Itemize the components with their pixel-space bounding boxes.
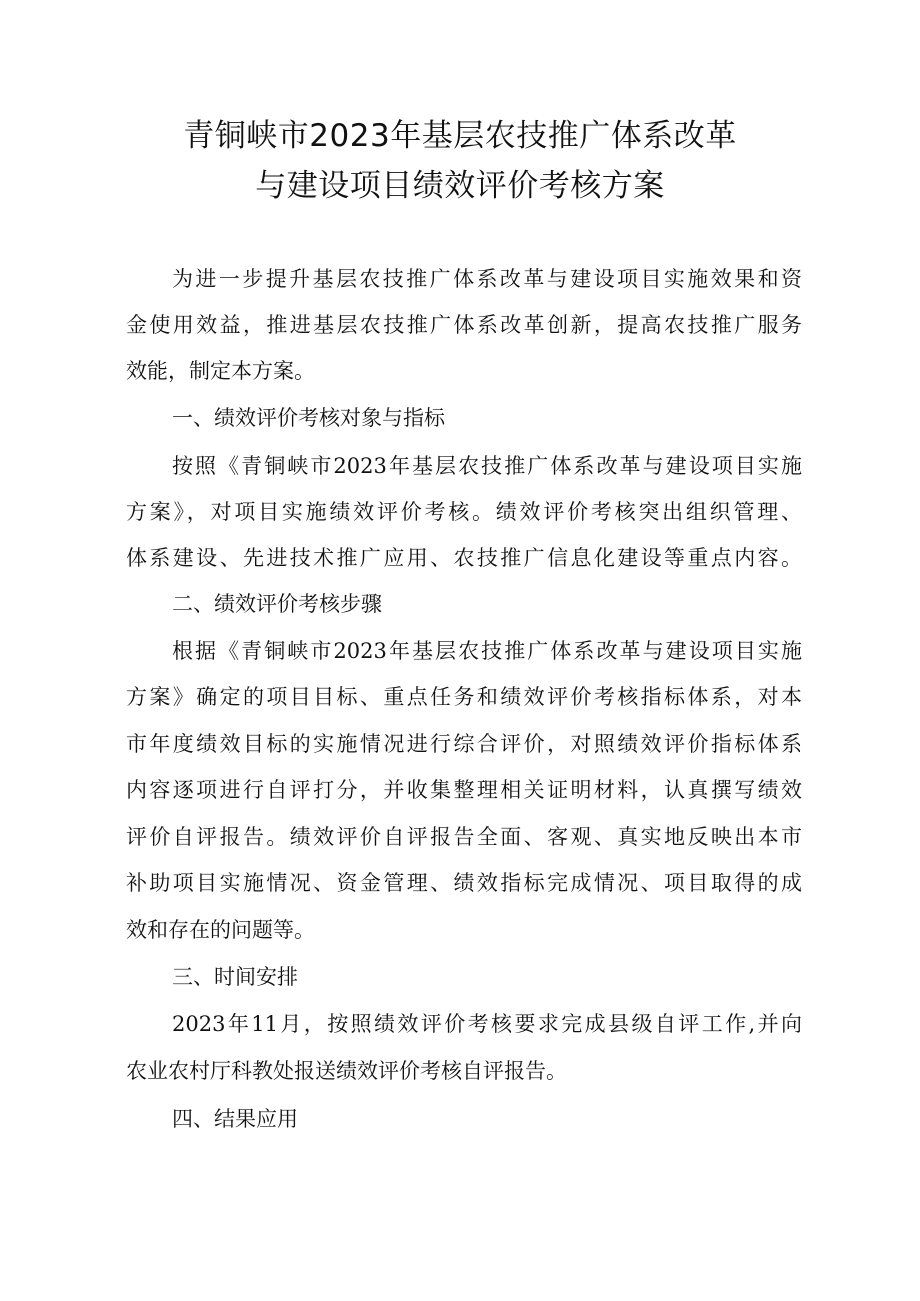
section-paragraph-line: 方案》，对项目实施绩效评价考核。绩效评价考核突出组织管理、: [126, 500, 802, 524]
intro-paragraph-line: 效能，制定本方案。: [126, 359, 315, 383]
document-title-line-2: 与建设项目绩效评价考核方案: [255, 168, 665, 204]
section-heading: 四、结果应用: [172, 1107, 298, 1131]
section-paragraph-line: 根据《青铜峡市2023年基层农技推广体系改革与建设项目实施: [172, 639, 802, 663]
section-paragraph-line: 方案》确定的项目目标、重点任务和绩效评价考核指标体系，对本: [126, 685, 802, 709]
section-heading: 一、绩效评价考核对象与指标: [172, 406, 445, 430]
document-title-line-1: 青铜峡市2023年基层农技推广体系改革: [183, 118, 737, 154]
section-paragraph-line: 效和存在的问题等。: [126, 918, 315, 942]
intro-paragraph-line: 为进一步提升基层农技推广体系改革与建设项目实施效果和资: [172, 267, 802, 291]
section-paragraph-line: 内容逐项进行自评打分，并收集整理相关证明材料，认真撰写绩效: [126, 778, 802, 802]
section-paragraph-line: 市年度绩效目标的实施情况进行综合评价，对照绩效评价指标体系: [126, 732, 802, 756]
section-paragraph-line: 农业农村厅科教处报送绩效评价考核自评报告。: [126, 1059, 567, 1083]
section-heading: 二、绩效评价考核步骤: [172, 592, 382, 616]
section-heading: 三、时间安排: [172, 965, 298, 989]
section-paragraph-line: 2023年11月，按照绩效评价考核要求完成县级自评工作,并向: [172, 1012, 802, 1036]
section-paragraph-line: 按照《青铜峡市2023年基层农技推广体系改革与建设项目实施: [172, 454, 802, 478]
section-paragraph-line: 评价自评报告。绩效评价自评报告全面、客观、真实地反映出本市: [126, 825, 802, 849]
section-paragraph-line: 体系建设、先进技术推广应用、农技推广信息化建设等重点内容。: [126, 546, 802, 570]
section-paragraph-line: 补助项目实施情况、资金管理、绩效指标完成情况、项目取得的成: [126, 871, 802, 895]
intro-paragraph-line: 金使用效益，推进基层农技推广体系改革创新，提高农技推广服务: [126, 313, 802, 337]
